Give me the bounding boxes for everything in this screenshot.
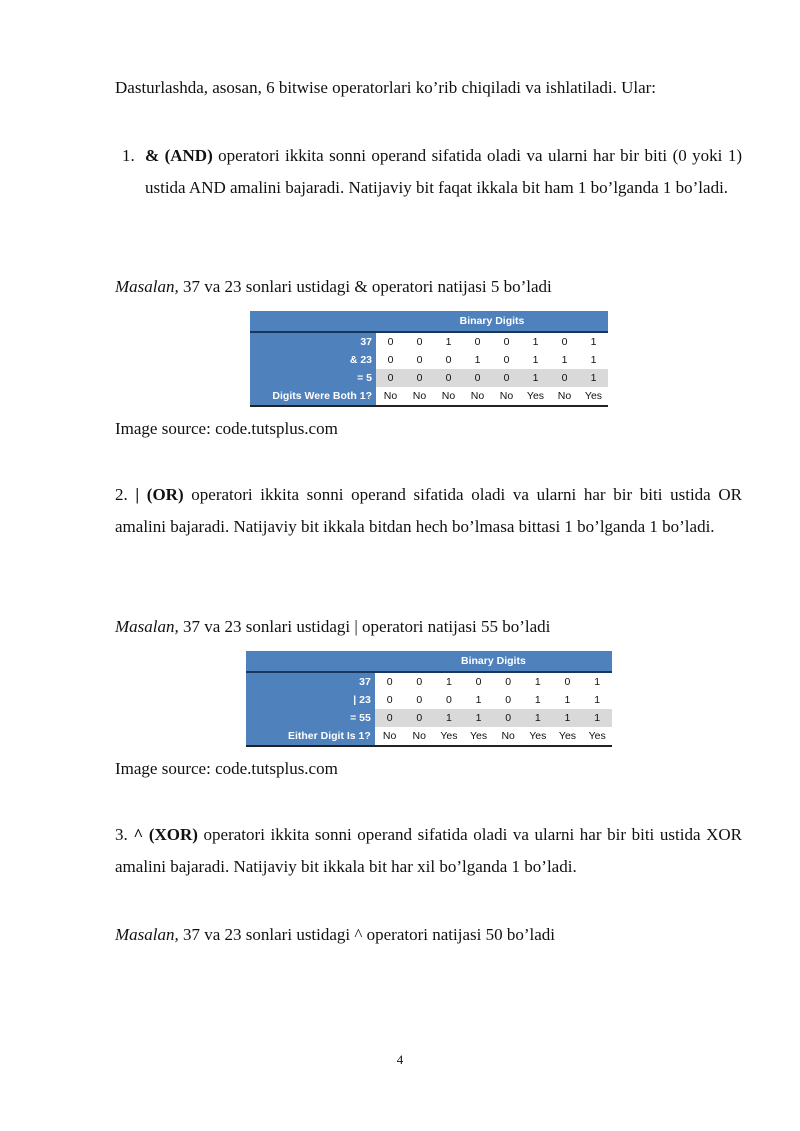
table-header-row (250, 311, 608, 332)
table-cell: 1 (564, 694, 571, 706)
row-label: Either Digit Is 1? (246, 727, 375, 746)
item1-paragraph (145, 140, 742, 204)
table-cell: 1 (532, 354, 539, 366)
table-cell: Yes (434, 727, 464, 746)
or-binary-table (246, 651, 612, 747)
example3-paragraph (115, 919, 742, 951)
row-label: = 55 (246, 709, 375, 727)
table-row (246, 691, 612, 709)
example1-italic: Masalan, (115, 277, 179, 296)
source2-text: Image source: code.tutsplus.com (115, 759, 338, 778)
intro-paragraph (115, 72, 742, 104)
item3-operator: ^ (XOR) (133, 825, 198, 844)
table-cell: 0 (445, 694, 452, 706)
item3-text: operatori ikkita sonni operand sifatida oladi va ularni har bir biti ustida XOR amalini bajaradi. Natijaviy bit ikkala bit har xil bo’lganda 1 bo’ladi. (115, 825, 743, 876)
example2-paragraph (115, 611, 742, 643)
table-cell: Yes (521, 387, 550, 406)
example3-text: 37 va 23 sonlari ustidagi ^ operatori natijasi 50 bo’ladi (178, 925, 555, 944)
table-cell: Yes (523, 727, 553, 746)
table-cell: No (463, 387, 492, 406)
table-cell: No (405, 387, 434, 406)
table-row (246, 709, 612, 727)
table-cell: 0 (416, 336, 423, 348)
table-cell: 1 (523, 709, 553, 727)
and-binary-table (250, 311, 608, 407)
table-cell: Yes (579, 387, 608, 406)
table-cell: 1 (521, 369, 550, 387)
table-row (250, 369, 608, 387)
table-row (246, 727, 612, 746)
item2-number: 2. (115, 485, 136, 504)
item3-paragraph (115, 819, 742, 883)
table-cell: No (493, 727, 523, 746)
source1-text: Image source: code.tutsplus.com (115, 419, 338, 438)
table-cell: 0 (416, 354, 423, 366)
table-cell: 0 (387, 354, 394, 366)
table-cell: 1 (474, 354, 481, 366)
example2-text: 37 va 23 sonlari ustidagi | operatori natijasi 55 bo’ladi (178, 617, 551, 636)
table-cell: 1 (579, 369, 608, 387)
table-cell: 1 (582, 709, 612, 727)
example3-italic: Masalan, (115, 925, 179, 944)
table-row (250, 332, 608, 351)
table-row (246, 672, 612, 691)
table-cell: No (434, 387, 463, 406)
table-cell: 1 (445, 336, 452, 348)
table-cell: 0 (404, 709, 434, 727)
table-cell: 0 (503, 354, 510, 366)
table-cell: 1 (553, 709, 583, 727)
row-label: 37 (250, 332, 376, 351)
table-cell: 0 (475, 676, 482, 688)
table-cell: Yes (464, 727, 494, 746)
row-label: | 23 (246, 691, 375, 709)
table-cell: 0 (386, 694, 393, 706)
table-cell: 0 (505, 676, 512, 688)
table-cell: 0 (550, 369, 579, 387)
table-cell: 1 (534, 676, 541, 688)
table-cell: Yes (582, 727, 612, 746)
example1-text: 37 va 23 sonlari ustidagi & operatori natijasi 5 bo’ladi (178, 277, 552, 296)
table-cell: 0 (503, 336, 510, 348)
row-label: 37 (246, 672, 375, 691)
table-cell: 1 (590, 354, 597, 366)
table-cell: 0 (505, 694, 512, 706)
row-label: = 5 (250, 369, 376, 387)
row-label: Digits Were Both 1? (250, 387, 376, 406)
table-cell: 0 (386, 676, 393, 688)
table-cell: 0 (387, 336, 394, 348)
table-cell: 0 (492, 369, 521, 387)
table-cell: 0 (445, 354, 452, 366)
example1-paragraph (115, 271, 742, 303)
table-cell: 0 (375, 709, 405, 727)
item1-number: 1. (122, 146, 135, 165)
table-header-spacer (246, 651, 375, 672)
table-cell: 1 (594, 676, 601, 688)
table-cell: 0 (434, 369, 463, 387)
table-cell: 1 (475, 694, 482, 706)
table-cell: 1 (534, 694, 541, 706)
source1-paragraph (115, 413, 742, 445)
table-cell: No (376, 387, 405, 406)
item2-text: operatori ikkita sonni operand sifatida oladi va ularni har bir biti ustida OR amalini bajaradi. Natijaviy bit ikkala bitdan hech bo’lmasa bittasi 1 bo’lganda 1 bo’ladi. (115, 485, 742, 536)
table-header-row (246, 651, 612, 672)
table-cell: No (404, 727, 434, 746)
table-header-title: Binary Digits (376, 311, 608, 332)
table-cell: 0 (561, 336, 568, 348)
item1-operator: & (AND) (145, 146, 213, 165)
table-cell: 0 (416, 694, 423, 706)
table-header-title: Binary Digits (375, 651, 612, 672)
table-cell: 0 (405, 369, 434, 387)
table-cell: No (375, 727, 405, 746)
table-cell: Yes (553, 727, 583, 746)
table-cell: 0 (564, 676, 571, 688)
example2-italic: Masalan, (115, 617, 179, 636)
table-cell: 1 (464, 709, 494, 727)
item2-operator: | (OR) (135, 485, 184, 504)
table-cell: 0 (474, 336, 481, 348)
item2-paragraph (115, 479, 742, 543)
table-cell: 1 (532, 336, 539, 348)
table-row (250, 351, 608, 369)
table-cell: 1 (594, 694, 601, 706)
table-row (250, 387, 608, 406)
table-cell: No (550, 387, 579, 406)
intro-text: Dasturlashda, asosan, 6 bitwise operatorlari ko’rib chiqiladi va ishlatiladi. Ular: (115, 78, 657, 97)
table-cell: 0 (416, 676, 423, 688)
table-cell: No (492, 387, 521, 406)
table-cell: 0 (376, 369, 405, 387)
row-label: & 23 (250, 351, 376, 369)
table-cell: 1 (561, 354, 568, 366)
table-cell: 1 (590, 336, 597, 348)
table-header-spacer (250, 311, 376, 332)
item3-number: 3. (115, 825, 134, 844)
page-number: 4 (396, 1052, 404, 1067)
table-cell: 1 (434, 709, 464, 727)
table-cell: 1 (445, 676, 452, 688)
source2-paragraph (115, 753, 742, 785)
table-cell: 0 (463, 369, 492, 387)
item1-text: operatori ikkita sonni operand sifatida oladi va ularni har bir biti (0 yoki 1) ustida AND amalini bajaradi. Natijaviy bit faqat ikkala bit ham 1 bo’lganda 1 bo’ladi. (145, 146, 742, 197)
table-cell: 0 (493, 709, 523, 727)
